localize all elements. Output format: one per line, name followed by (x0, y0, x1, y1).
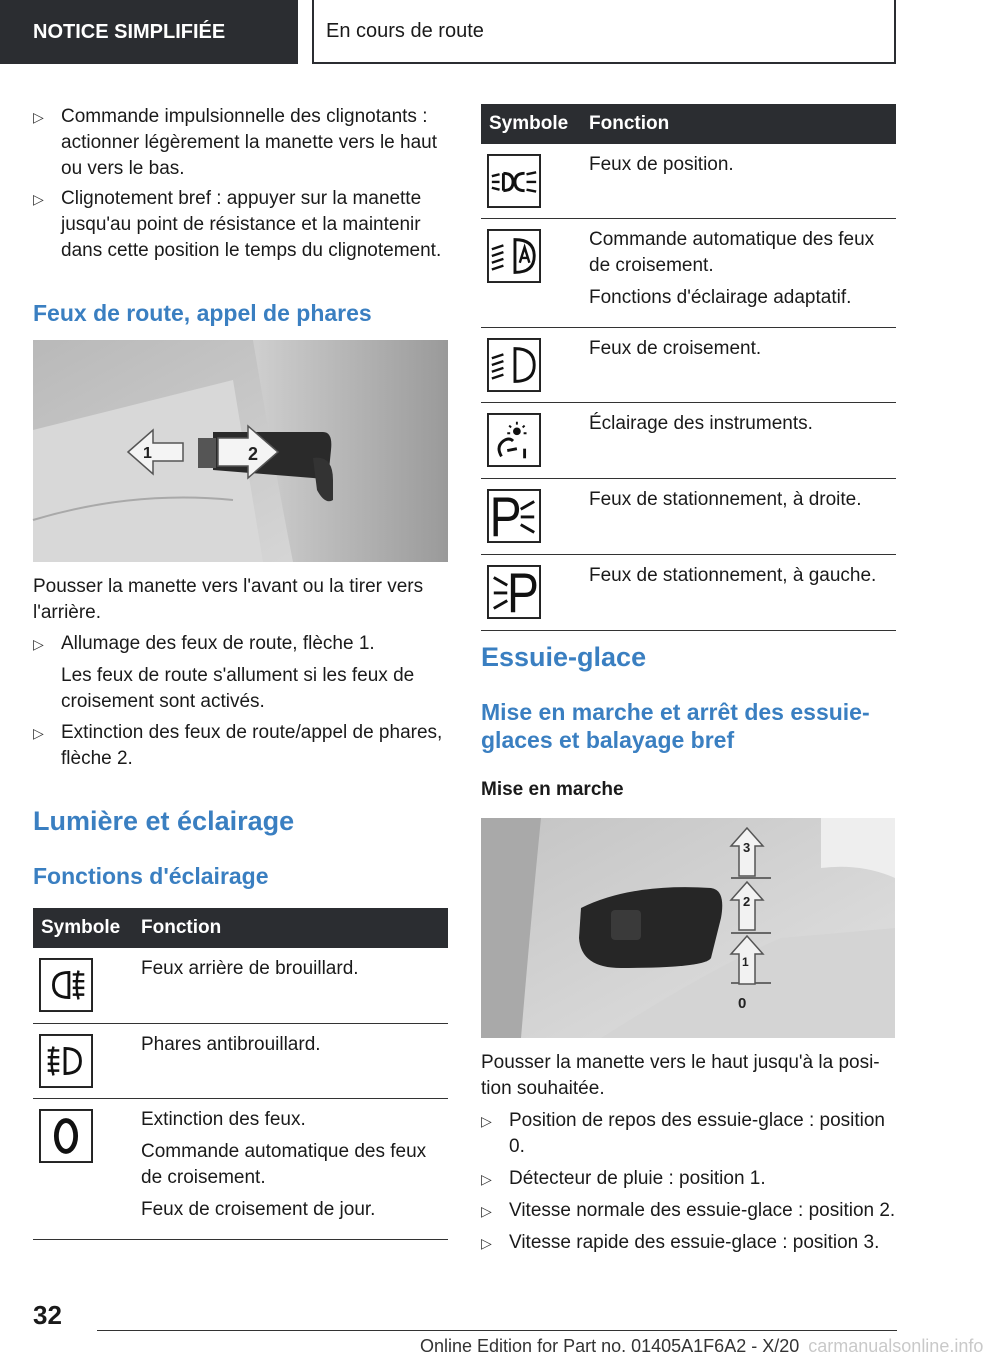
instrument-lighting-icon (487, 413, 541, 467)
lighting-symbols-table (481, 104, 896, 631)
table-row (33, 948, 448, 1023)
column-header-symbol: Symbole (481, 104, 581, 144)
triangle-bullet-icon: ▷ (481, 1235, 492, 1251)
table-row (33, 1023, 448, 1098)
triangle-bullet-icon: ▷ (33, 725, 44, 741)
triangle-bullet-icon: ▷ (481, 1171, 492, 1187)
lighting-functions-table (33, 908, 448, 1240)
triangle-bullet-icon: ▷ (33, 109, 44, 125)
parking-light-right-icon (487, 489, 541, 543)
rear-fog-light-icon (39, 958, 93, 1012)
triangle-bullet-icon: ▷ (33, 636, 44, 652)
photo-wiper-stalk (481, 818, 895, 1038)
chapter-title: En cours de route (326, 19, 484, 42)
function-text: Feux de croisement. (589, 338, 762, 359)
column-header-function: Fonction (133, 908, 448, 948)
section-tab (0, 0, 298, 64)
triangle-bullet-icon: ▷ (481, 1113, 492, 1129)
section-title: NOTICE SIMPLIFIÉE (33, 20, 226, 43)
function-text: Feux de position. (589, 154, 734, 175)
table-row (481, 403, 896, 479)
paragraph-push: Pousser la manette vers le haut jusqu'à la posi- tion souhaitée. (481, 1052, 880, 1099)
column-header-function: Fonction (581, 104, 896, 144)
edition-line: Online Edition for Part no. 01405A1F6A2 - X/20 carmanualsonline.info (420, 1336, 983, 1356)
chapter-tab (312, 0, 896, 64)
position-label-1: 1 (742, 955, 749, 969)
position-label-2: 2 (743, 894, 751, 909)
table-row (481, 479, 896, 555)
front-fog-light-icon (39, 1034, 93, 1088)
function-text: Feux de stationnement, à droite. (589, 489, 862, 510)
parking-light-left-icon (487, 565, 541, 619)
list-item: ▷ Commande impulsionnelle des clignotants : actionner légèrement la manette vers le haut ou vers le bas. (33, 106, 437, 179)
list-item: ▷ Clignotement bref : appuyer sur la manette jusqu'au point de résistance et la maintenir dans cette position le temps du clignotement. (33, 188, 442, 261)
lights-off-zero-icon (39, 1109, 93, 1163)
function-text: Feux de stationnement, à gauche. (589, 565, 877, 586)
list-item: ▷ Vitesse rapide des essuie-glace : position 3. (481, 1230, 901, 1256)
watermark: carmanualsonline.info (808, 1336, 983, 1356)
table-row (481, 144, 896, 219)
triangle-bullet-icon: ▷ (33, 191, 44, 207)
triangle-bullet-icon: ▷ (481, 1203, 492, 1219)
position-label-0: 0 (738, 995, 747, 1012)
heading-wiper-sub: Mise en marche et arrêt des essuie-glaces et balayage bref (481, 699, 870, 753)
table-row (481, 219, 896, 328)
photo-headlight-stalk (33, 340, 448, 562)
heading-lights: Lumière et éclairage (33, 806, 295, 836)
function-text: Extinction des feux. (141, 1108, 306, 1130)
auto-low-beam-icon (487, 229, 541, 283)
list-item: ▷ Allumage des feux de route, flèche 1. (33, 631, 448, 657)
table-row (481, 555, 896, 631)
function-text: Phares antibrouillard. (141, 1033, 321, 1055)
list-item: ▷ Vitesse normale des essuie-glace : position 2. (481, 1198, 901, 1224)
page-number: 32 (33, 1300, 62, 1330)
list-item: ▷ Position de repos des essuie-glace : position 0. (481, 1110, 886, 1157)
list-item: ▷ Extinction des feux de route/appel de phares, flèche 2. (33, 722, 443, 769)
heading-start: Mise en marche (481, 779, 624, 800)
table-row (33, 1098, 448, 1239)
paragraph-push: Pousser la manette vers l'avant ou la tirer vers l'arrière. (33, 576, 424, 623)
heading-lighting-functions: Fonctions d'éclairage (33, 863, 269, 889)
function-text: Commande automatique des feux de croisement. (589, 229, 875, 276)
wiper-illustration (481, 818, 895, 1038)
function-text: Feux de croisement de jour. (141, 1198, 376, 1220)
low-beam-icon (487, 338, 541, 392)
heading-high-beam: Feux de route, appel de phares (33, 300, 372, 326)
heading-wiper: Essuie-glace (481, 642, 647, 672)
footer-divider (97, 1330, 897, 1331)
arrow-label-2: 2 (248, 444, 259, 464)
function-text: Éclairage des instruments. (589, 413, 813, 434)
column-header-symbol: Symbole (33, 908, 133, 948)
position-label-3: 3 (743, 840, 751, 855)
function-text: Fonctions d'éclairage adaptatif. (589, 287, 852, 308)
table-row (481, 328, 896, 403)
list-item: ▷ Détecteur de pluie : position 1. (481, 1166, 901, 1192)
function-text: Feux arrière de brouillard. (141, 958, 359, 979)
function-text: Commande automatique des feux de croisement. (141, 1140, 427, 1188)
bullet-note: Les feux de route s'allument si les feux de croisement sont activés. (61, 665, 415, 712)
stalk-illustration (33, 340, 448, 562)
position-lights-icon (487, 154, 541, 208)
arrow-label-1: 1 (143, 445, 152, 462)
